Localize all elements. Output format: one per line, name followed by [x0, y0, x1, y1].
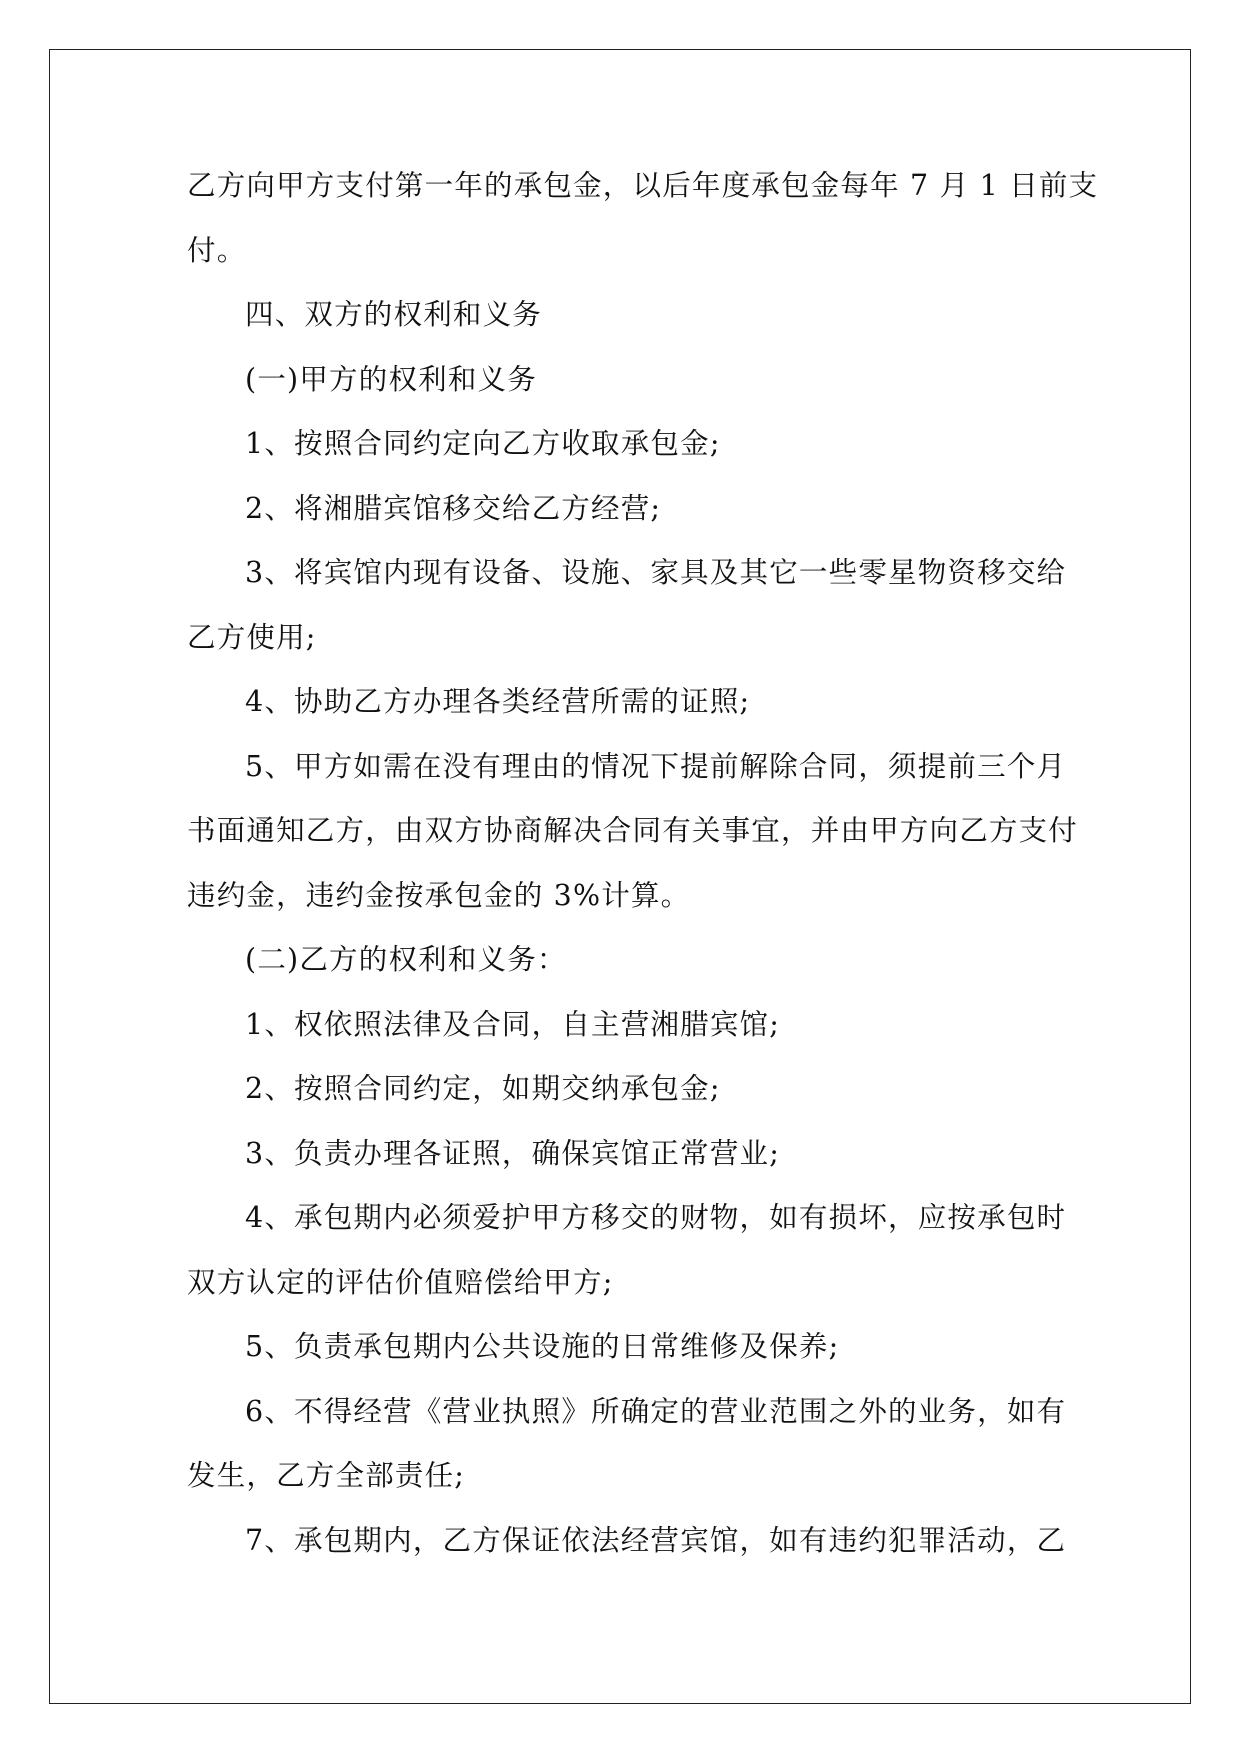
paragraph-line: 双方认定的评估价值赔偿给甲方;: [187, 1265, 614, 1299]
list-item: 2、按照合同约定，如期交纳承包金;: [245, 1072, 721, 1105]
section-heading: 四、双方的权利和义务: [245, 298, 543, 331]
paragraph-line: 违约金，违约金按承包金的 3%计算。: [187, 878, 691, 912]
paragraph-line: 书面通知乙方，由双方协商解决合同有关事宜，并由甲方向乙方支付: [187, 814, 1079, 847]
list-item: 4、协助乙方办理各类经营所需的证照;: [245, 685, 751, 718]
list-item: 3、负责办理各证照，确保宾馆正常营业;: [245, 1136, 781, 1170]
paragraph-line: 发生，乙方全部责任;: [187, 1459, 466, 1492]
list-item: 3、将宾馆内现有设备、设施、家具及其它一些零星物资移交给: [245, 556, 1067, 589]
list-item: 7、承包期内，乙方保证依法经营宾馆，如有违约犯罪活动，乙: [245, 1523, 1067, 1557]
list-item: 6、不得经营《营业执照》所确定的营业范围之外的业务，如有: [245, 1394, 1067, 1428]
paragraph-line: 付。: [187, 233, 247, 267]
list-item: 4、承包期内必须爱护甲方移交的财物，如有损坏，应按承包时: [245, 1201, 1067, 1234]
document-body: [187, 154, 1099, 1573]
paragraph-line: 乙方向甲方支付第一年的承包金，以后年度承包金每年 7 月 1 日前支: [187, 169, 1099, 202]
list-item: 1、权依照法律及合同，自主营湘腊宾馆;: [245, 1007, 781, 1041]
paragraph-line: 乙方使用;: [187, 620, 317, 654]
list-item: 2、将湘腊宾馆移交给乙方经营;: [245, 491, 662, 525]
list-item: 5、负责承包期内公共设施的日常维修及保养;: [245, 1330, 840, 1363]
subsection-heading: (二)乙方的权利和义务：: [245, 943, 567, 976]
list-item: 1、按照合同约定向乙方收取承包金;: [245, 427, 721, 460]
subsection-heading: (一)甲方的权利和义务: [245, 362, 537, 396]
list-item: 5、甲方如需在没有理由的情况下提前解除合同，须提前三个月: [245, 749, 1067, 783]
